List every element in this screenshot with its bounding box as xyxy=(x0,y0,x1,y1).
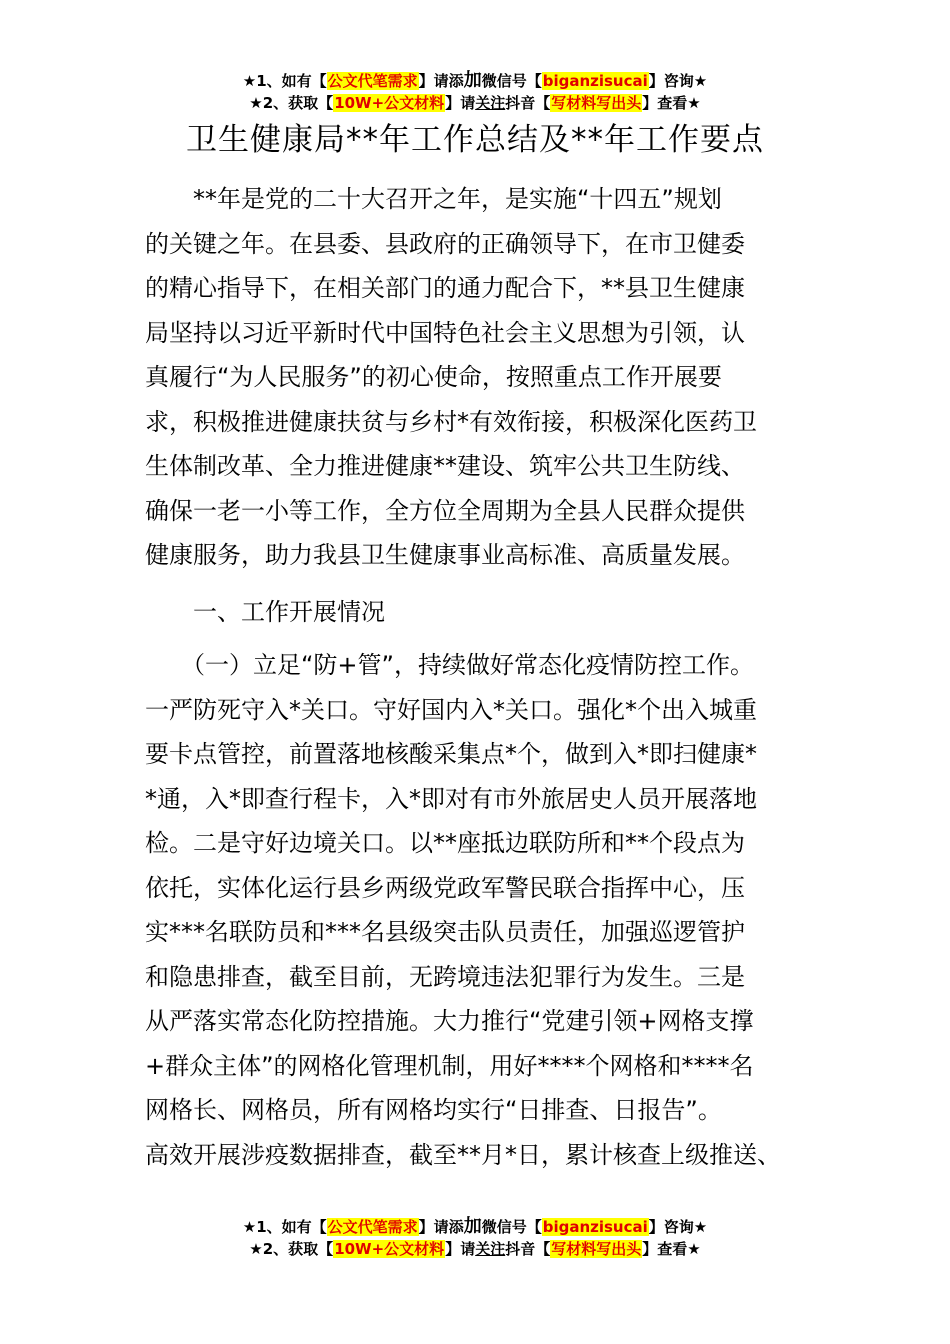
promo-text: ★2、获取【 xyxy=(249,1240,334,1258)
promo-line-2 xyxy=(0,92,950,114)
promo-text: 抖音【 xyxy=(505,1240,551,1258)
promo-text: 】请 xyxy=(445,94,476,112)
text-line: 的精心指导下，在相关部门的通力配合下，**县卫生健康 xyxy=(145,274,745,302)
promo-text: 】咨询★ xyxy=(648,72,708,90)
text-line: 求，积极推进健康扶贫与乡村*有效衔接，积极深化医药卫 xyxy=(145,407,757,436)
text-line: **年是党的二十大召开之年，是实施“十四五”规划 xyxy=(145,185,722,213)
highlight-service: 公文代笔需求 xyxy=(327,1218,418,1236)
text-line: 高效开展涉疫数据排查，截至**月*日，累计核查上级推送、 xyxy=(145,1140,781,1169)
promo-line-1 xyxy=(0,70,950,92)
intro-paragraph xyxy=(145,177,825,578)
promo-text: 微信号【 xyxy=(481,72,542,90)
promo-text-large: 加 xyxy=(463,1216,482,1237)
text-line: 生体制改革、全力推进健康**建设、筑牢公共卫生防线、 xyxy=(145,452,745,480)
text-line: *通，入*即查行程卡，入*即对有市外旅居史人员开展落地 xyxy=(145,784,757,813)
text-line: +群众主体”的网格化管理机制，用好****个网格和****名 xyxy=(145,1051,754,1080)
promo-text: 】查看★ xyxy=(642,1240,701,1258)
heading-text: 一、工作开展情况 xyxy=(145,598,385,626)
text-line: 网格长、网格员，所有网格均实行“日排查、日报告”。 xyxy=(145,1096,722,1124)
text-line: 真履行“为人民服务”的初心使命，按照重点工作开展要 xyxy=(145,363,722,391)
promo-text: 】请添 xyxy=(418,1218,464,1236)
section-heading xyxy=(145,590,825,635)
highlight-wechat-id: biganzisucai xyxy=(542,1218,648,1236)
promo-text: 】咨询★ xyxy=(648,1218,708,1236)
promo-text-underlined: 关注 xyxy=(475,94,506,112)
text-line: 实***名联防员和***名县级突击队员责任，加强巡逻管护 xyxy=(145,918,745,946)
promo-banner-top xyxy=(0,70,950,114)
highlight-service: 公文代笔需求 xyxy=(327,72,418,90)
text-line: 确保一老一小等工作，全方位全周期为全县人民群众提供 xyxy=(145,496,745,525)
highlight-wechat-id: biganzisucai xyxy=(542,72,648,90)
promo-text-large: 加 xyxy=(463,70,482,91)
highlight-materials: 10W+公文材料 xyxy=(334,94,445,112)
text-line: 依托，实体化运行县乡两级党政军警民联合指挥中心，压 xyxy=(145,873,745,902)
text-line: 从严落实常态化防控措施。大力推行“党建引领+网格支撑 xyxy=(145,1007,754,1035)
promo-line-1 xyxy=(0,1216,950,1238)
text-line: 和隐患排查，截至目前，无跨境违法犯罪行为发生。三是 xyxy=(145,962,745,991)
promo-text: 抖音【 xyxy=(505,94,551,112)
promo-banner-bottom xyxy=(0,1216,950,1260)
text-line: 健康服务，助力我县卫生健康事业高标准、高质量发展。 xyxy=(145,541,745,569)
highlight-douyin: 写材料写出头 xyxy=(551,1240,642,1258)
promo-text: 】查看★ xyxy=(642,94,701,112)
text-line: 一严防死守入*关口。守好国内入*关口。强化*个出入城重 xyxy=(145,695,757,724)
promo-text: ★1、如有【 xyxy=(242,1218,327,1236)
subsection-paragraph xyxy=(145,643,825,1177)
text-line: （一）立足“防+管”，持续做好常态化疫情防控工作。 xyxy=(145,651,754,679)
text-line: 的关键之年。在县委、县政府的正确领导下，在市卫健委 xyxy=(145,229,745,258)
highlight-douyin: 写材料写出头 xyxy=(551,94,642,112)
highlight-materials: 10W+公文材料 xyxy=(334,1240,445,1258)
text-line: 检。二是守好边境关口。以**座抵边联防所和**个段点为 xyxy=(145,829,745,857)
promo-text: 微信号【 xyxy=(481,1218,542,1236)
promo-text-underlined: 关注 xyxy=(475,1240,506,1258)
promo-text: 】请添 xyxy=(418,72,464,90)
promo-text: 】请 xyxy=(445,1240,476,1258)
text-line: 局坚持以习近平新时代中国特色社会主义思想为引领，认 xyxy=(145,318,745,347)
text-line: 要卡点管控，前置落地核酸采集点*个，做到入*即扫健康* xyxy=(145,740,757,768)
promo-text: ★2、获取【 xyxy=(249,94,334,112)
document-title: 卫生健康局**年工作总结及**年工作要点 xyxy=(186,122,764,158)
promo-text: ★1、如有【 xyxy=(242,72,327,90)
promo-line-2 xyxy=(0,1238,950,1260)
